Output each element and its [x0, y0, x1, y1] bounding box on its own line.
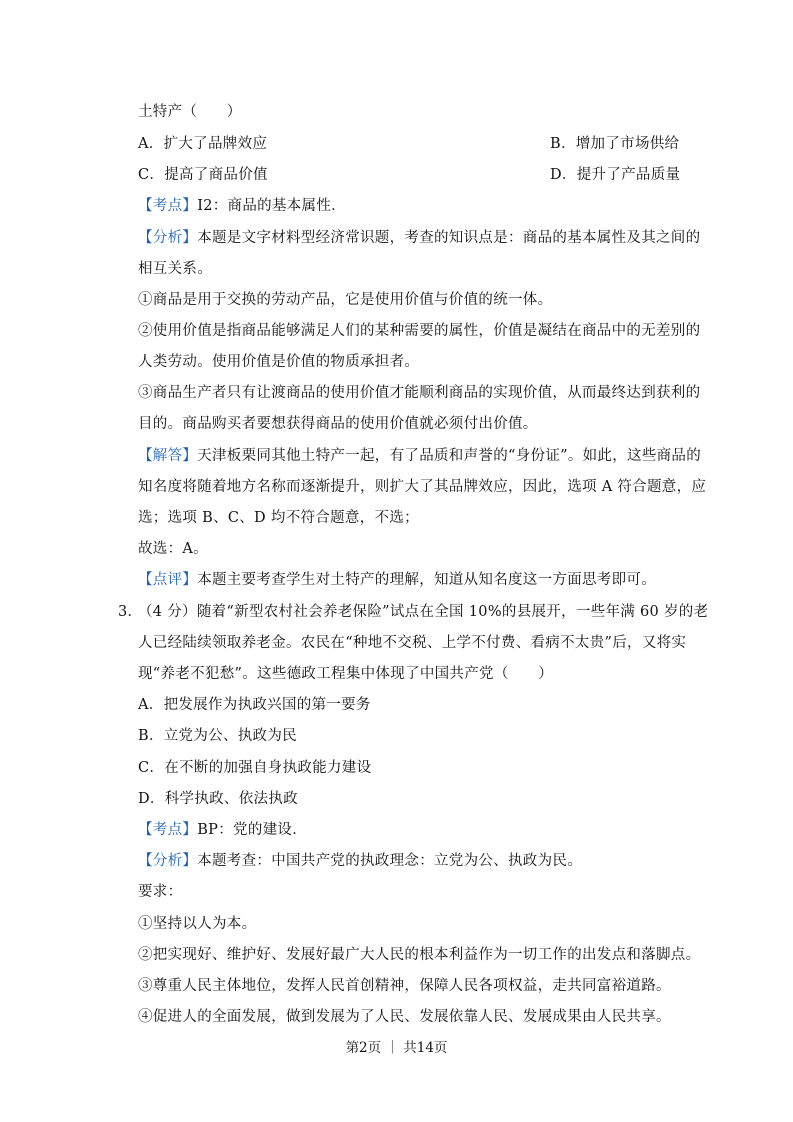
- q2-option-c: C．提高了商品价值: [138, 167, 268, 183]
- q2-fenxi-point-3b: 目的。商品购买者要想获得商品的使用价值就必须付出价值。: [138, 416, 538, 432]
- jieda-tag: 【解答】: [138, 448, 198, 464]
- q3-requirement-2: ②把实现好、维护好、发展好最广大人民的根本利益作为一切工作的出发点和落脚点。: [138, 947, 701, 963]
- q2-fenxi-point-1: ①商品是用于交换的劳动产品，它是使用价值与价值的统一体。: [138, 292, 553, 308]
- q3-yaoqiu: 要求：: [138, 884, 183, 900]
- q2-jieda-line-2: 知名度将随着地方名称而逐渐提升，则扩大了其品牌效应，因此，选项 A 符合题意，应: [138, 479, 707, 495]
- q2-options-row-2: [138, 165, 681, 185]
- q2-dianping: [138, 570, 656, 590]
- jieda-text: 天津板栗同其他土特产一起，有了品质和声誉的“身份证”。如此，这些商品的: [197, 448, 702, 464]
- fenxi-tag: 【分析】: [138, 230, 198, 246]
- q2-options-row-1: [138, 134, 680, 154]
- dianping-tag: 【点评】: [138, 572, 198, 588]
- q3-requirement-3: ③尊重人民主体地位，发挥人民首创精神，保障人民各项权益，走共同富裕道路。: [138, 978, 671, 994]
- q2-option-b: B．增加了市场供给: [550, 136, 680, 152]
- fenxi-text: 本题考查：中国共产党的执政理念：立党为公、执政为民。: [197, 853, 583, 869]
- q2-option-a: A．扩大了品牌效应: [138, 136, 268, 152]
- kaodian-tag: 【考点】: [138, 198, 198, 214]
- q3-stem-text: （4 分）随着“新型农村社会养老保险”试点在全国 10%的县展开，一些年满 60 岁的老: [138, 604, 709, 620]
- q3-option-c: C．在不断的加强自身执政能力建设: [138, 760, 372, 776]
- q2-answer: 故选：A。: [138, 541, 208, 557]
- q2-fenxi-point-3a: ③商品生产者只有让渡商品的使用价值才能顺利商品的实现价值，从而最终达到获利的: [138, 385, 701, 401]
- kaodian-text: BP：党的建设．: [197, 822, 308, 838]
- q2-fenxi-line-1: [138, 228, 700, 248]
- q3-number: 3．: [118, 604, 143, 620]
- page-footer: 第2页 ｜ 共14页: [345, 1040, 448, 1056]
- q2-option-d: D．提升了产品质量: [550, 167, 681, 183]
- q3-requirement-1: ①坚持以人为本。: [138, 916, 257, 932]
- q3-stem-line-1: [118, 602, 709, 622]
- kaodian-tag: 【考点】: [138, 822, 198, 838]
- q3-requirement-4: ④促进人的全面发展，做到发展为了人民、发展依靠人民、发展成果由人民共享。: [138, 1009, 671, 1025]
- fenxi-text: 本题是文字材料型经济常识题，考查的知识点是：商品的基本属性及其之间的: [197, 230, 701, 246]
- q3-kaodian: [138, 820, 307, 840]
- q3-stem-line-3: 现“养老不犯愁”。这些德政工程集中体现了中国共产党（ ）: [138, 666, 554, 682]
- q2-stem-tail: 土特产（ ）: [138, 104, 242, 120]
- q3-option-b: B．立党为公、执政为民: [138, 728, 297, 744]
- q2-fenxi-line-2: 相互关系。: [138, 261, 212, 277]
- kaodian-text: I2：商品的基本属性．: [197, 198, 346, 214]
- q2-kaodian: [138, 196, 346, 216]
- q3-option-a: A．把发展作为执政兴国的第一要务: [138, 697, 371, 713]
- q3-stem-line-2: 人已经陆续领取养老金。农民在“种地不交税、上学不付费、看病不太贵”后，又将实: [138, 635, 687, 651]
- q2-jieda-line-1: [138, 446, 701, 466]
- q2-jieda-line-3: 选；选项 B、C、D 均不符合题意，不选；: [138, 510, 419, 526]
- q3-option-d: D．科学执政、依法执政: [138, 791, 298, 807]
- q3-fenxi: [138, 851, 582, 871]
- q2-fenxi-point-2a: ②使用价值是指商品能够满足人们的某种需要的属性，价值是凝结在商品中的无差别的: [138, 323, 701, 339]
- q2-fenxi-point-2b: 人类劳动。使用价值是价值的物质承担者。: [138, 354, 420, 370]
- dianping-text: 本题主要考查学生对土特产的理解，知道从知名度这一方面思考即可。: [197, 572, 656, 588]
- fenxi-tag: 【分析】: [138, 853, 198, 869]
